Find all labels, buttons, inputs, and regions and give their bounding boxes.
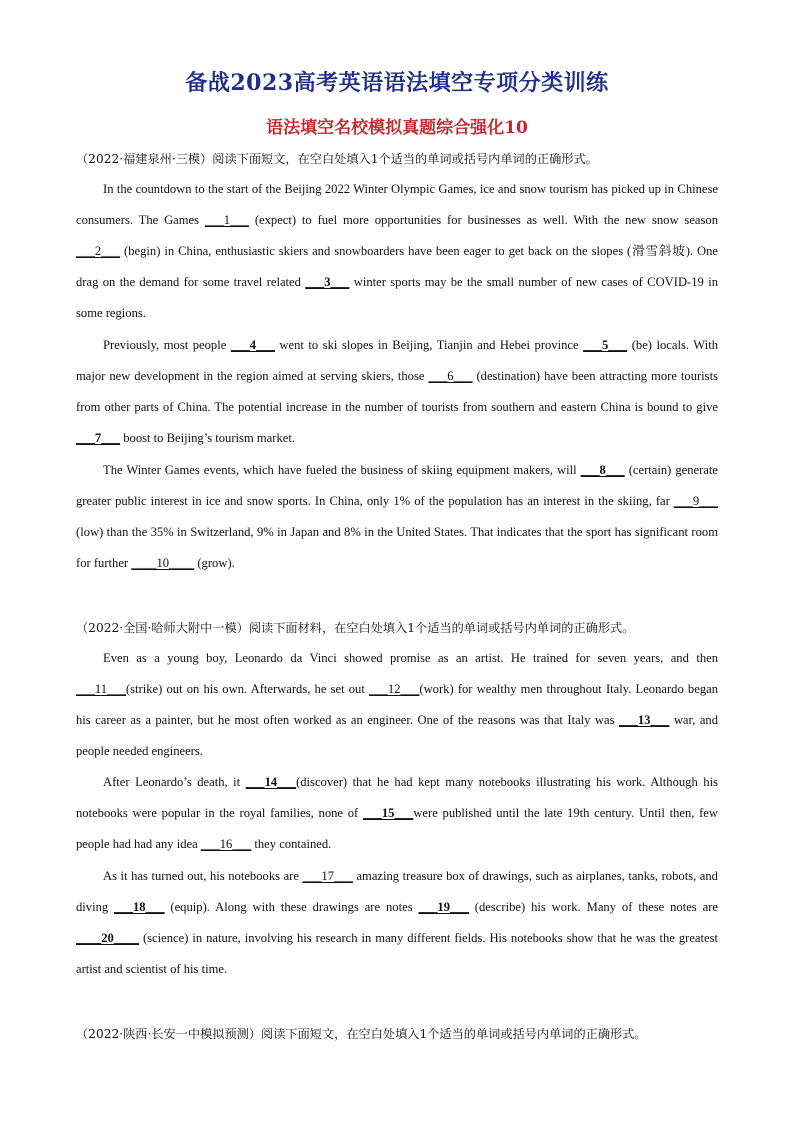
answer-blank: ___15___ [362,806,414,821]
answer-blank: ____10____ [131,556,195,571]
answer-blank: ___11___ [76,682,126,697]
answer-blank: ___8___ [580,463,625,477]
passage-text: (grow). [194,556,235,571]
passage-text: (strike) out on his own. Afterwards, he set out [125,682,370,697]
section-1-source: （2022·福建泉州·三模）阅读下面短文，在空白处填入1个适当的单词或括号内单词的正确形式。 [76,152,598,166]
answer-blank: ___4___ [230,338,275,352]
passage-text: Previously, most people [103,338,231,352]
passage-text: amazing treasure box of drawings, such as airplanes, tanks, robots, and diving [76,869,718,915]
section-1-paragraph-2 [76,330,718,454]
answer-blank: ____20____ [76,931,139,946]
passage-text: they contained. [251,837,332,852]
answer-blank: ___5___ [583,338,628,352]
section-1-paragraph-1 [76,174,718,329]
answer-blank: ___19___ [418,900,469,915]
answer-blank: ___3___ [305,275,350,290]
answer-blank: ___17___ [302,869,353,883]
answer-blank: ___6___ [428,369,473,384]
answer-blank: ___2___ [76,244,121,259]
section-2-paragraph-2 [76,767,718,860]
page-subtitle: 语法填空名校模拟真题综合强化10 [266,118,528,138]
passage-text: went to ski slopes in Beijing, Tianjin and Hebei province [274,338,584,352]
passage-text: (work) for wealthy men throughout Italy. Leonardo began his career as a painter, but he most often worked as an engineer. One of the reasons was that Italy was [76,682,719,728]
answer-blank: ___1___ [204,213,249,228]
passage-text: were published until the late 19th century. Until then, few people had had any idea [76,806,718,852]
passage-text: (describe) his work. Many of these notes are [468,900,718,915]
answer-blank: ___14___ [245,775,297,789]
passage-text: (equip). Along with these drawings are notes [164,900,419,915]
passage-text: (destination) have been attracting more tourists from other parts of China. The potential increase in the number of tourists from southern and eastern China is bound to give [76,369,718,415]
answer-blank: ___9___ [673,494,718,509]
passage-text: winter sports may be the small number of new cases of COVID-19 in some regions. [76,275,718,321]
passage-text: boost to Beijing’s tourism market. [120,431,295,446]
answer-blank: ___18___ [114,900,165,915]
page-title: 备战2023高考英语语法填空专项分类训练 [185,70,609,96]
answer-blank: ___13___ [618,713,670,728]
answer-blank: ___12___ [369,682,420,697]
section-2-source: （2022·全国·哈师大附中一模）阅读下面材料，在空白处填入1个适当的单词或括号内单词的正确形式。 [76,621,635,635]
passage-text: Even as a young boy, Leonardo da Vinci showed promise as an artist. He trained for seven years, and then [103,651,718,665]
passage-text: As it has turned out, his notebooks are [103,869,303,883]
passage-text: (begin) in China, enthusiastic skiers and snowboarders have been eager to get back on the slopes (滑雪斜坡). One drag on the demand for some travel related [76,244,718,290]
passage-text: (expect) to fuel more opportunities for businesses as well. With the new snow season [248,213,718,228]
passage-text: After Leonardo’s death, it [103,775,246,789]
passage-text: (low) than the 35% in Switzerland, 9% in Japan and 8% in the United States. That indicates that the sport has significant room for further [76,525,718,571]
passage-text: The Winter Games events, which have fueled the business of skiing equipment makers, will [103,463,581,477]
passage-text: In the countdown to the start of the Beijing 2022 Winter Olympic Games, ice and snow tourism has picked up in Chinese consumers. The Games [76,182,718,228]
section-2-paragraph-1 [76,643,718,767]
answer-blank: ___16___ [200,837,252,852]
section-1-paragraph-3 [76,455,718,579]
section-2-paragraph-3 [76,861,718,985]
section-3-source: （2022·陕西·长安一中模拟预测）阅读下面短文，在空白处填入1个适当的单词或括号内单词的正确形式。 [76,1027,647,1041]
passage-text: (science) in nature, involving his research in many different fields. His notebooks show that he was the greatest artist and scientist of his time. [76,931,718,977]
answer-blank: ___7___ [76,431,121,446]
passage-text: war, and people needed engineers. [76,713,718,759]
passage-text: (be) locals. With major new development in the region aimed at serving skiers, those [76,338,718,384]
passage-text: (certain) generate greater public interest in ice and snow sports. In China, only 1% of the population has an interest in the skiing, far [76,463,718,509]
passage-text: (discover) that he had kept many notebooks illustrating his work. Although his notebooks were popular in the royal families, none of [76,775,718,821]
